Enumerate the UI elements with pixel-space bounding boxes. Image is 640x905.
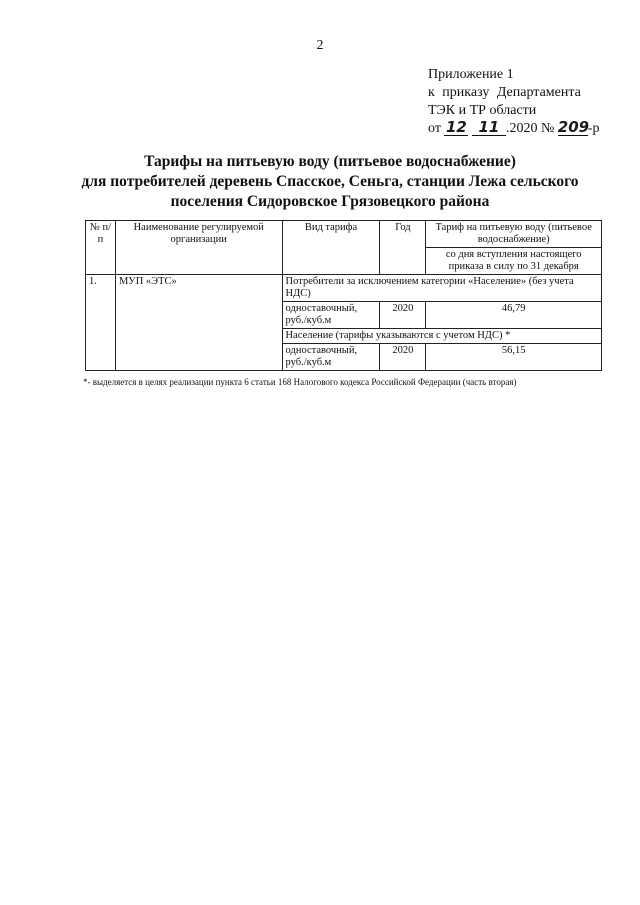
page-number: 2 [316, 38, 324, 53]
group2-value: 56,15 [426, 344, 602, 371]
table-row [86, 275, 602, 302]
order-suffix: -р [587, 121, 600, 136]
handwritten-month: 11 [472, 120, 506, 136]
group1-year: 2020 [380, 302, 426, 329]
group-non-population: Потребители за исключением категории «Население» (без учета НДС) [282, 275, 601, 302]
document-title [60, 152, 600, 212]
tariff-table [85, 220, 602, 371]
title-line-2: для потребителей деревень Спасское, Сеньга, станции Лежа сельского [81, 173, 579, 190]
title-line-3: поселения Сидоровское Грязовецкого района [170, 193, 490, 210]
header-tariff-period: со дня вступления настоящего приказа в силу по 31 декабря [426, 248, 602, 275]
header-num: № п/п [86, 221, 116, 275]
appendix-date-line [428, 120, 628, 138]
header-type: Вид тарифа [282, 221, 380, 275]
group1-value: 46,79 [426, 302, 602, 329]
date-prefix: от [428, 121, 441, 136]
handwritten-day: 12 [446, 118, 467, 136]
row-num: 1. [86, 275, 116, 371]
appendix-header [428, 66, 628, 138]
footnote: *- выделяется в целях реализации пункта 6 статьи 168 Налогового кодекса Российской Федерации (часть вторая) [83, 377, 517, 387]
group2-tariff-type: одноставочный, руб./куб.м [282, 344, 380, 371]
row-org: МУП «ЭТС» [115, 275, 282, 371]
group1-tariff-type: одноставочный, руб./куб.м [282, 302, 380, 329]
title-line-1: Тарифы на питьевую воду (питьевое водоснабжение) [144, 153, 516, 170]
header-org: Наименование регулируемой организации [115, 221, 282, 275]
group2-year: 2020 [380, 344, 426, 371]
header-tariff: Тариф на питьевую воду (питьевое водоснабжение) [426, 221, 602, 248]
handwritten-order-number: 209 [557, 118, 590, 136]
header-year: Год [380, 221, 426, 275]
date-year: .2020 № [505, 121, 555, 136]
group-population: Население (тарифы указываются с учетом НДС) * [282, 329, 601, 344]
appendix-line-1: Приложение 1 [428, 67, 514, 82]
appendix-line-3: ТЭК и ТР области [428, 103, 537, 118]
appendix-line-2: к приказу Департамента [428, 85, 581, 100]
table-header-row [86, 221, 602, 248]
